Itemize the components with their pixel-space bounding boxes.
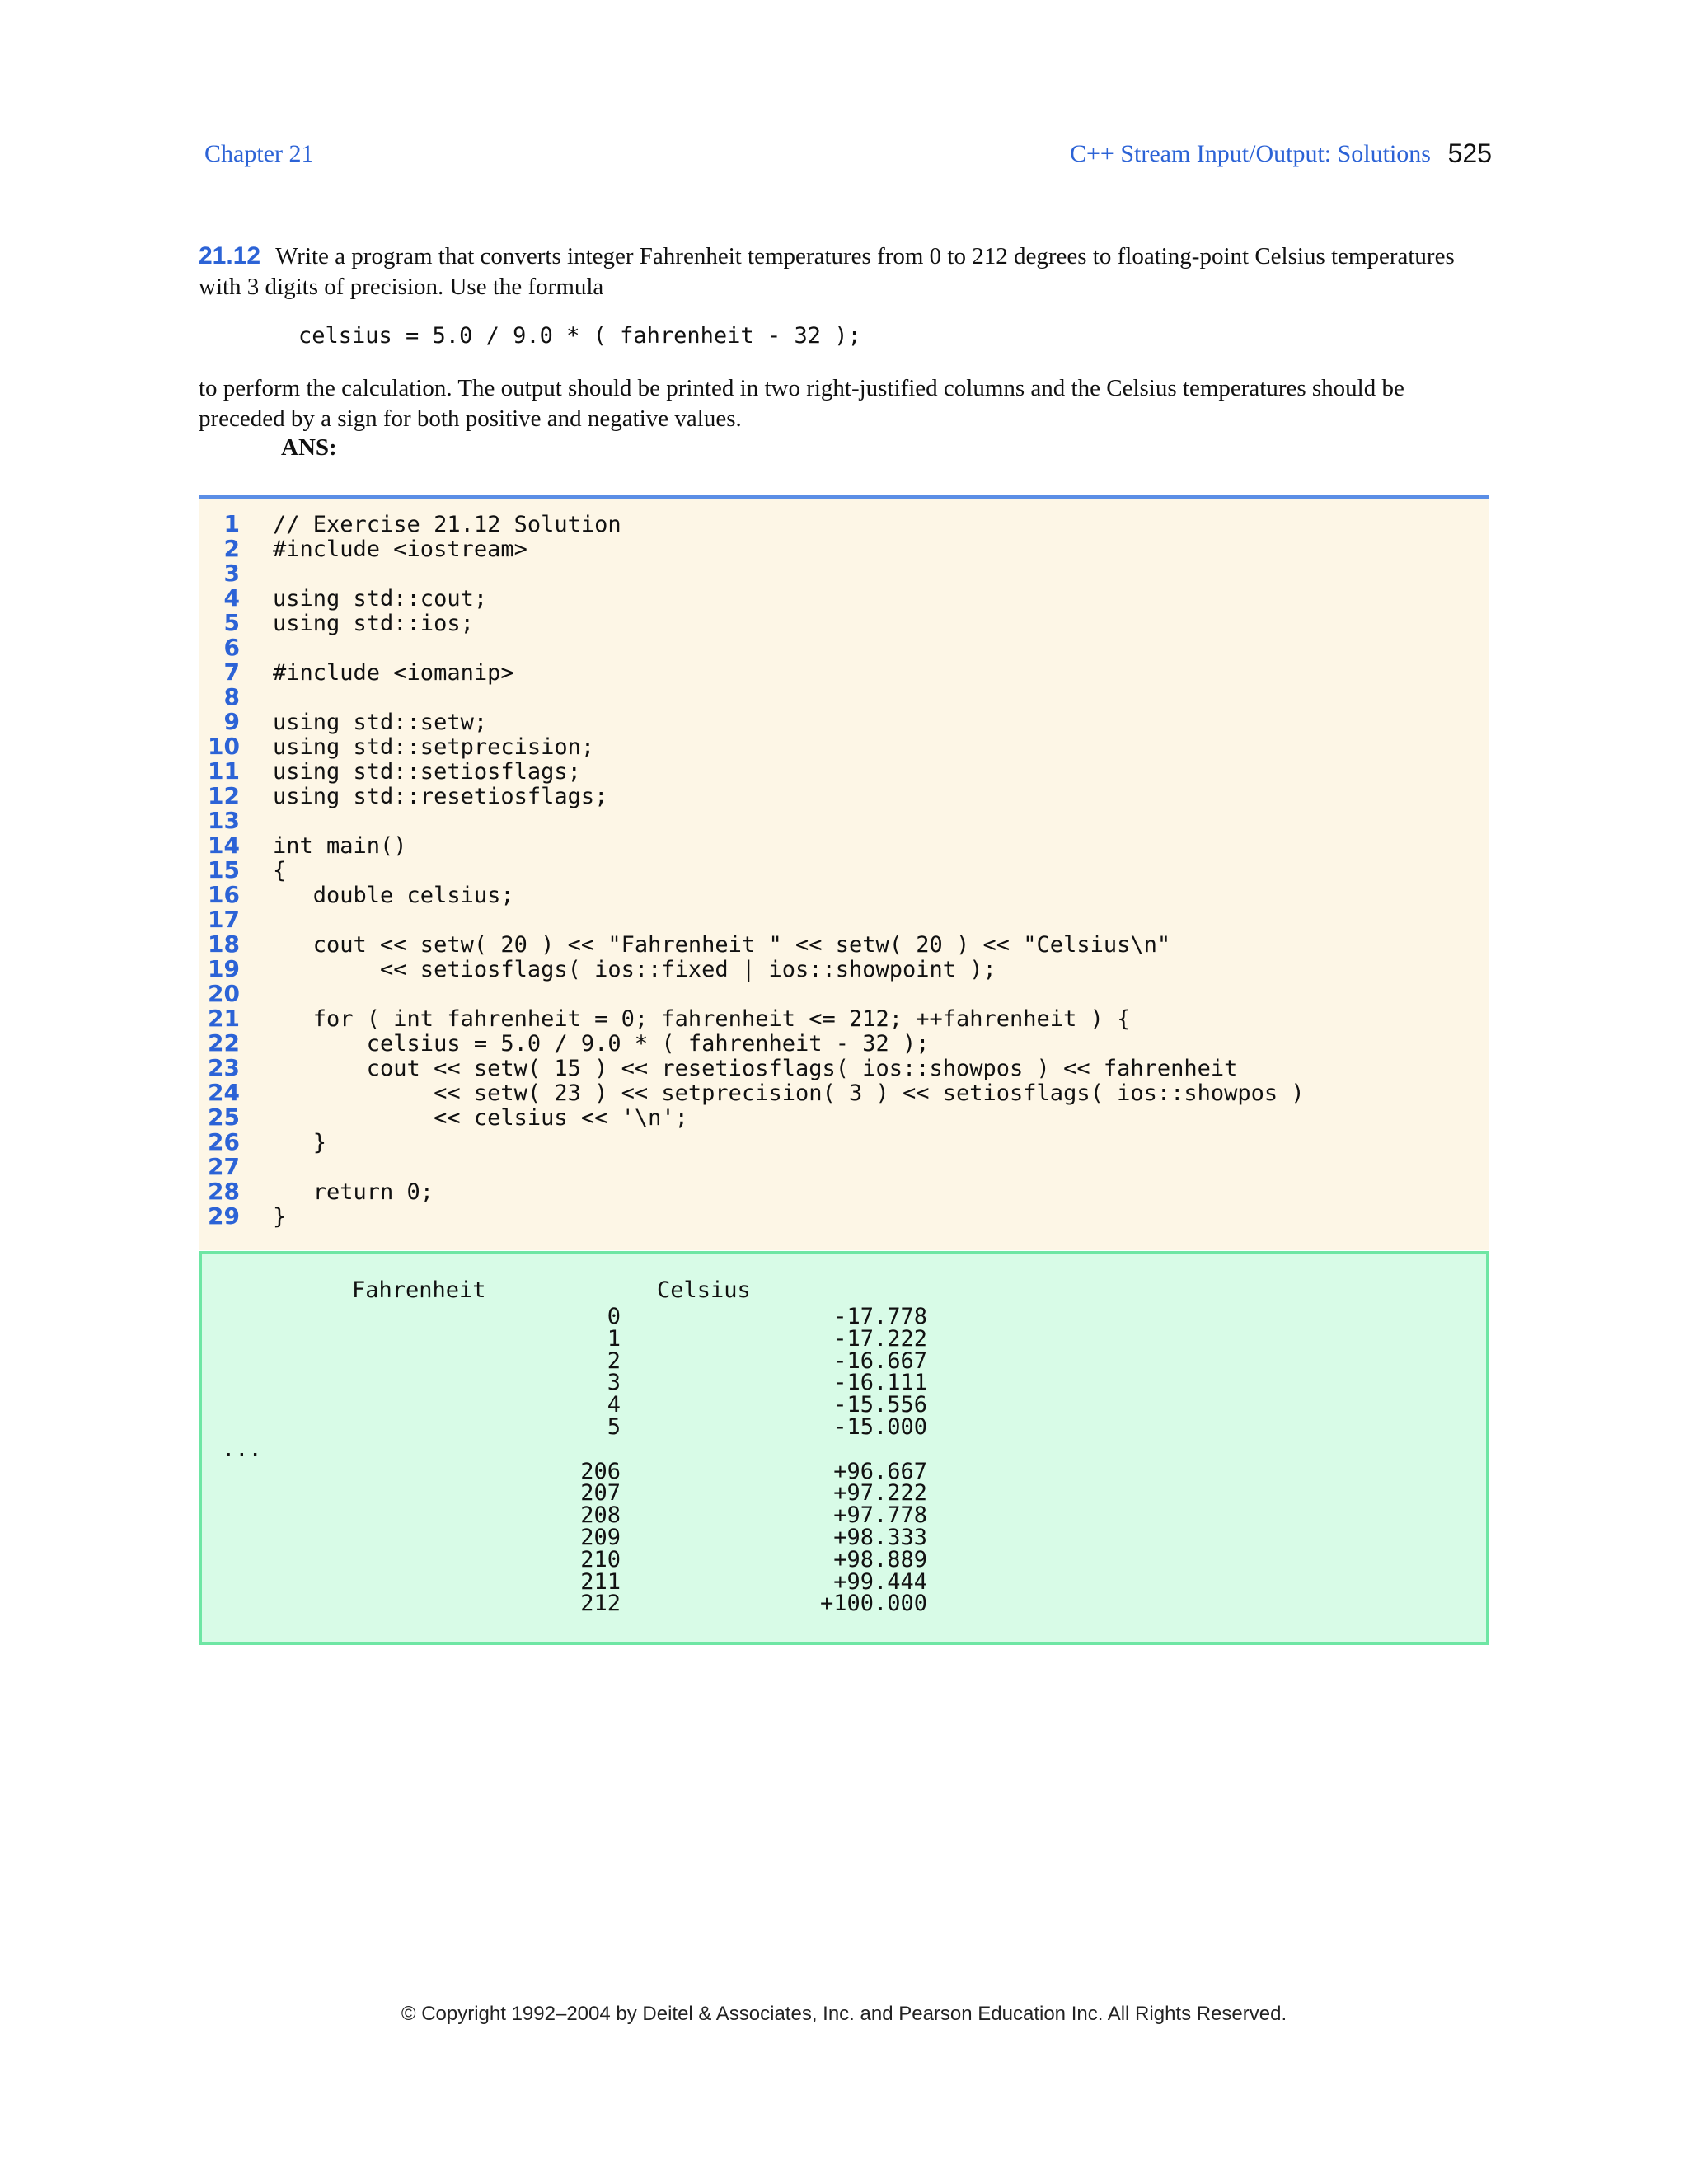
code-text: // Exercise 21.12 Solution — [273, 512, 621, 537]
celsius-value: -15.000 — [833, 1413, 927, 1440]
celsius-value: +99.444 — [833, 1568, 927, 1595]
chapter-label: Chapter 21 — [204, 140, 314, 167]
code-text: using std::ios; — [273, 611, 474, 636]
line-number: 3 — [223, 560, 240, 587]
line-number: 16 — [208, 881, 240, 908]
celsius-value: +97.222 — [833, 1480, 927, 1507]
code-lines — [199, 512, 1305, 1229]
code-line — [199, 957, 1305, 982]
line-number: 6 — [223, 634, 240, 661]
celsius-value: +100.000 — [819, 1591, 927, 1617]
output-row — [202, 1546, 1488, 1572]
code-text: celsius = 5.0 / 9.0 * ( fahrenheit - 32 ); — [273, 1031, 930, 1057]
code-line — [199, 537, 1305, 561]
fahrenheit-value: 3 — [607, 1370, 621, 1396]
celsius-value: +97.778 — [833, 1502, 927, 1529]
code-text: } — [273, 1204, 287, 1230]
line-number: 12 — [208, 782, 240, 809]
fahrenheit-value: 5 — [607, 1413, 621, 1440]
code-text: int main() — [273, 833, 407, 859]
line-number: 7 — [223, 658, 240, 686]
code-line — [199, 784, 1305, 808]
celsius-value: -17.778 — [833, 1304, 927, 1329]
page-number: 525 — [1447, 138, 1492, 168]
line-number: 17 — [208, 906, 240, 933]
output-row — [202, 1526, 1488, 1549]
code-text: << setw( 23 ) << setprecision( 3 ) << setiosflags( ios::showpos ) — [273, 1080, 1305, 1106]
code-line — [199, 1204, 1305, 1229]
code-line — [199, 611, 1305, 635]
fahrenheit-value: 210 — [580, 1546, 621, 1572]
code-line — [199, 561, 1305, 586]
line-number: 1 — [223, 510, 240, 537]
code-line — [199, 858, 1305, 883]
code-text: #include <iomanip> — [273, 660, 514, 686]
fahrenheit-value: 1 — [607, 1325, 621, 1352]
program-output — [199, 1251, 1489, 1645]
fahrenheit-value: 207 — [580, 1480, 621, 1507]
fahrenheit-value: 212 — [580, 1591, 621, 1617]
code-line — [199, 1155, 1305, 1179]
celsius-value: -16.667 — [833, 1347, 927, 1374]
code-line — [199, 1056, 1305, 1080]
code-text: using std::setw; — [273, 710, 488, 735]
code-text: using std::setprecision; — [273, 734, 595, 760]
code-text: for ( int fahrenheit = 0; fahrenheit <= 212; ++fahrenheit ) { — [273, 1006, 1131, 1032]
code-line — [199, 512, 1305, 537]
line-number: 24 — [208, 1079, 240, 1106]
line-number: 29 — [208, 1202, 240, 1230]
line-number: 13 — [208, 807, 240, 834]
line-number: 8 — [223, 683, 240, 710]
code-line — [199, 586, 1305, 611]
line-number: 27 — [208, 1153, 240, 1180]
fahrenheit-value: 208 — [580, 1502, 621, 1529]
code-text: double celsius; — [273, 883, 514, 908]
fahrenheit-value: 211 — [580, 1568, 621, 1595]
code-line — [199, 1080, 1305, 1105]
output-row — [202, 1502, 1488, 1529]
code-line — [199, 1179, 1305, 1204]
code-listing — [199, 495, 1489, 1250]
celsius-value: +98.889 — [833, 1546, 927, 1572]
line-number: 20 — [208, 980, 240, 1007]
ellipsis-text: ... — [222, 1436, 262, 1462]
code-text: using std::setiosflags; — [273, 759, 581, 785]
code-line — [199, 710, 1305, 734]
line-number: 9 — [223, 708, 240, 735]
line-number: 4 — [223, 584, 240, 612]
code-text: using std::cout; — [273, 586, 488, 612]
code-text: << celsius << '\n'; — [273, 1105, 688, 1131]
code-text: cout << setw( 15 ) << resetiosflags( ios::showpos ) << fahrenheit — [273, 1056, 1238, 1081]
celsius-value: -16.111 — [833, 1370, 927, 1396]
code-text: } — [273, 1130, 327, 1155]
output-row — [202, 1568, 1488, 1595]
celsius-value: +98.333 — [833, 1524, 927, 1550]
fahrenheit-value: 206 — [580, 1458, 621, 1484]
line-number: 22 — [208, 1029, 240, 1057]
fahrenheit-value: 4 — [607, 1392, 621, 1418]
line-number: 26 — [208, 1128, 240, 1155]
output-ellipsis — [202, 1438, 1488, 1460]
code-text: { — [273, 858, 287, 883]
copyright-footer: © Copyright 1992–2004 by Deitel & Associates, Inc. and Pearson Education Inc. All Rights Reserved. — [401, 2003, 1287, 2025]
output-row — [202, 1413, 1488, 1440]
line-number: 5 — [223, 609, 240, 636]
output-row — [202, 1592, 1488, 1615]
section-title: C++ Stream Input/Output: Solutions — [1069, 140, 1431, 167]
code-line — [199, 982, 1305, 1006]
code-line — [199, 1006, 1305, 1031]
line-number: 21 — [208, 1005, 240, 1032]
line-number: 18 — [208, 930, 240, 958]
celsius-value: -17.222 — [833, 1325, 927, 1352]
code-line — [199, 734, 1305, 759]
code-line — [199, 808, 1305, 833]
output-header-fahrenheit: Fahrenheit — [352, 1277, 486, 1303]
question-text-continued: to perform the calculation. The output should be printed in two right-justified columns and the Celsius temperatures should be preceded by a sign for both positive and negative values. — [199, 375, 1404, 432]
code-line — [199, 1105, 1305, 1130]
question-body: Write a program that converts integer Fahrenheit temperatures from 0 to 212 degrees to floating-point Celsius temperatures with 3 digits of precision. Use the formula — [199, 243, 1455, 300]
code-text: return 0; — [273, 1179, 434, 1205]
code-line — [199, 883, 1305, 907]
output-row — [202, 1347, 1488, 1374]
line-number: 15 — [208, 856, 240, 883]
output-row — [202, 1460, 1488, 1483]
line-number: 25 — [208, 1104, 240, 1131]
code-line — [199, 660, 1305, 685]
question-number: 21.12 — [199, 242, 261, 269]
output-rows — [202, 1305, 1488, 1615]
code-line — [199, 1130, 1305, 1155]
line-number: 14 — [208, 832, 240, 859]
formula: celsius = 5.0 / 9.0 * ( fahrenheit - 32 ); — [298, 323, 861, 349]
fahrenheit-value: 2 — [607, 1347, 621, 1374]
celsius-value: -15.556 — [833, 1392, 927, 1418]
line-number: 23 — [208, 1054, 240, 1081]
output-header-celsius: Celsius — [657, 1277, 751, 1303]
output-row — [202, 1371, 1488, 1394]
output-row — [202, 1394, 1488, 1416]
code-line — [199, 635, 1305, 660]
line-number: 28 — [208, 1178, 240, 1205]
code-line — [199, 907, 1305, 932]
fahrenheit-value: 0 — [607, 1304, 621, 1329]
code-line — [199, 932, 1305, 957]
celsius-value: +96.667 — [833, 1458, 927, 1484]
line-number: 11 — [208, 757, 240, 785]
output-row — [202, 1325, 1488, 1352]
line-number: 2 — [223, 535, 240, 562]
code-line — [199, 833, 1305, 858]
line-number: 19 — [208, 955, 240, 982]
output-row — [202, 1305, 1488, 1328]
output-row — [202, 1480, 1488, 1507]
question-text — [199, 241, 1489, 302]
code-line — [199, 685, 1305, 710]
code-text: #include <iostream> — [273, 537, 528, 562]
code-line — [199, 759, 1305, 784]
fahrenheit-value: 209 — [580, 1524, 621, 1550]
code-text: cout << setw( 20 ) << "Fahrenheit " << setw( 20 ) << "Celsius\n" — [273, 932, 1171, 958]
code-text: << setiosflags( ios::fixed | ios::showpoint ); — [273, 957, 996, 982]
code-line — [199, 1031, 1305, 1056]
line-number: 10 — [208, 733, 240, 760]
code-text: using std::resetiosflags; — [273, 784, 608, 809]
answer-label: ANS: — [281, 434, 337, 461]
